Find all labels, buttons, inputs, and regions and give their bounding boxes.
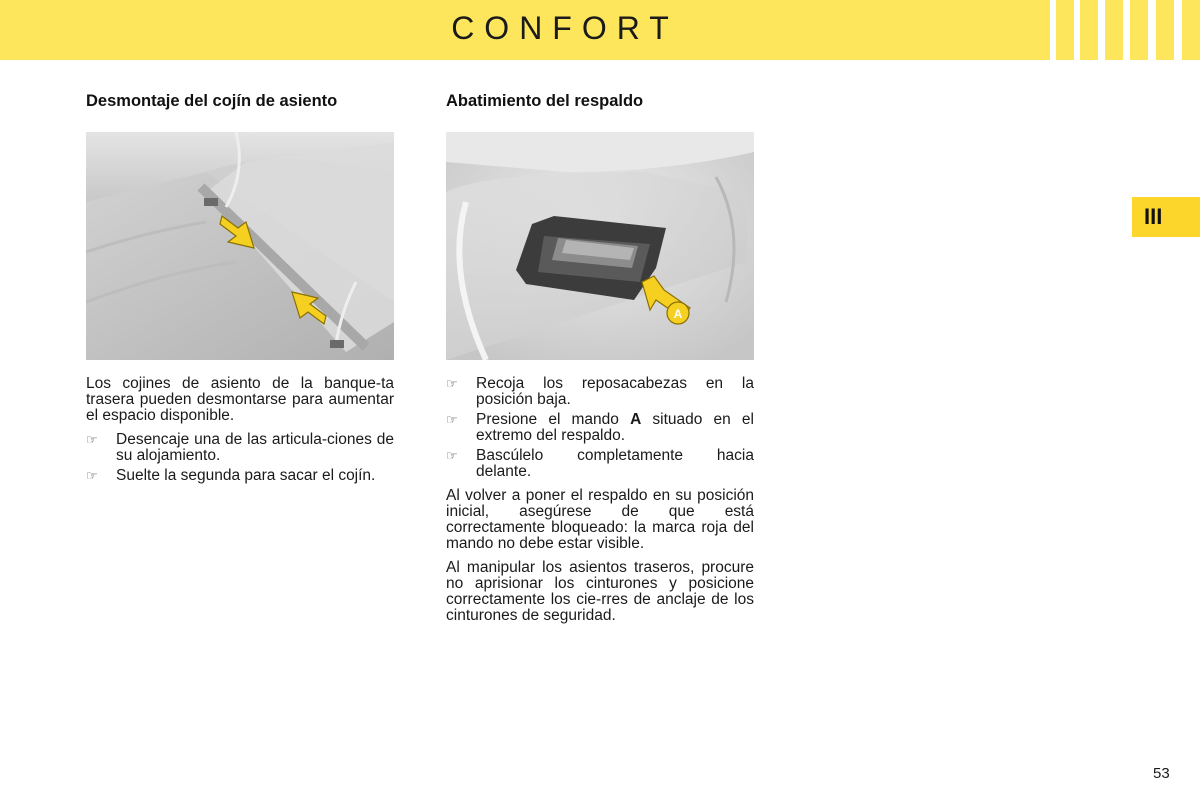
intro-paragraph: Los cojines de asiento de la banque-ta trasera pueden desmontarse para aumentar el espacio disponible. [86,375,394,424]
stripe [1074,0,1080,60]
cushion-removal-illustration [86,132,394,360]
stripe [1123,0,1130,60]
chapter-header [0,0,1200,60]
page-number: 53 [1153,765,1170,782]
bullet-text: Desencaje una de las articula-ciones de su alojamiento. [116,431,394,464]
list-item [86,468,394,484]
right-column-text [446,376,754,632]
pointing-hand-icon: ☞ [446,448,458,463]
control-label-a: A [630,411,642,428]
chapter-tab[interactable] [1132,197,1200,237]
bullet-text: Recoja los reposacabezas en la posición baja. [476,375,754,408]
caution-paragraph: Al manipular los asientos traseros, procure no aprisionar los cinturones y posicione correctamente los cie-rres de anclaje de los cinturones de seguridad. [446,559,754,624]
header-stripes [1050,0,1200,60]
chapter-tab-label: III [1144,204,1163,229]
warning-paragraph: Al volver a poner el respaldo en su posición inicial, asegúrese de que está correctamente bloqueado: la marca roja del mando no debe estar visible. [446,487,754,552]
chapter-title: CONFORT [451,10,679,46]
pointing-hand-icon: ☞ [86,432,98,447]
section-title-backrest: Abatimiento del respaldo [446,92,644,110]
pointing-hand-icon: ☞ [446,412,458,427]
left-column-text [86,376,394,488]
stripe [1148,0,1156,60]
list-item [446,448,754,480]
bullet-text [476,411,754,444]
list-item [86,432,394,464]
callout-label-a: A [673,307,683,321]
backrest-release-illustration [446,132,754,360]
section-title-cushion: Desmontaje del cojín de asiento [86,92,338,110]
pointing-hand-icon: ☞ [446,376,458,391]
pointing-hand-icon: ☞ [86,468,98,483]
bullet-text-end: situado en el extremo del respaldo. [476,411,754,444]
list-item [446,412,754,444]
list-item [446,376,754,408]
bullet-text-start: Presione el mando [476,411,631,428]
bullet-text: Bascúlelo completamente hacia delante. [476,447,754,480]
bullet-text: Suelte la segunda para sacar el cojín. [116,467,376,484]
stripe [1174,0,1182,60]
stripe [1050,0,1056,60]
stripe [1098,0,1105,60]
